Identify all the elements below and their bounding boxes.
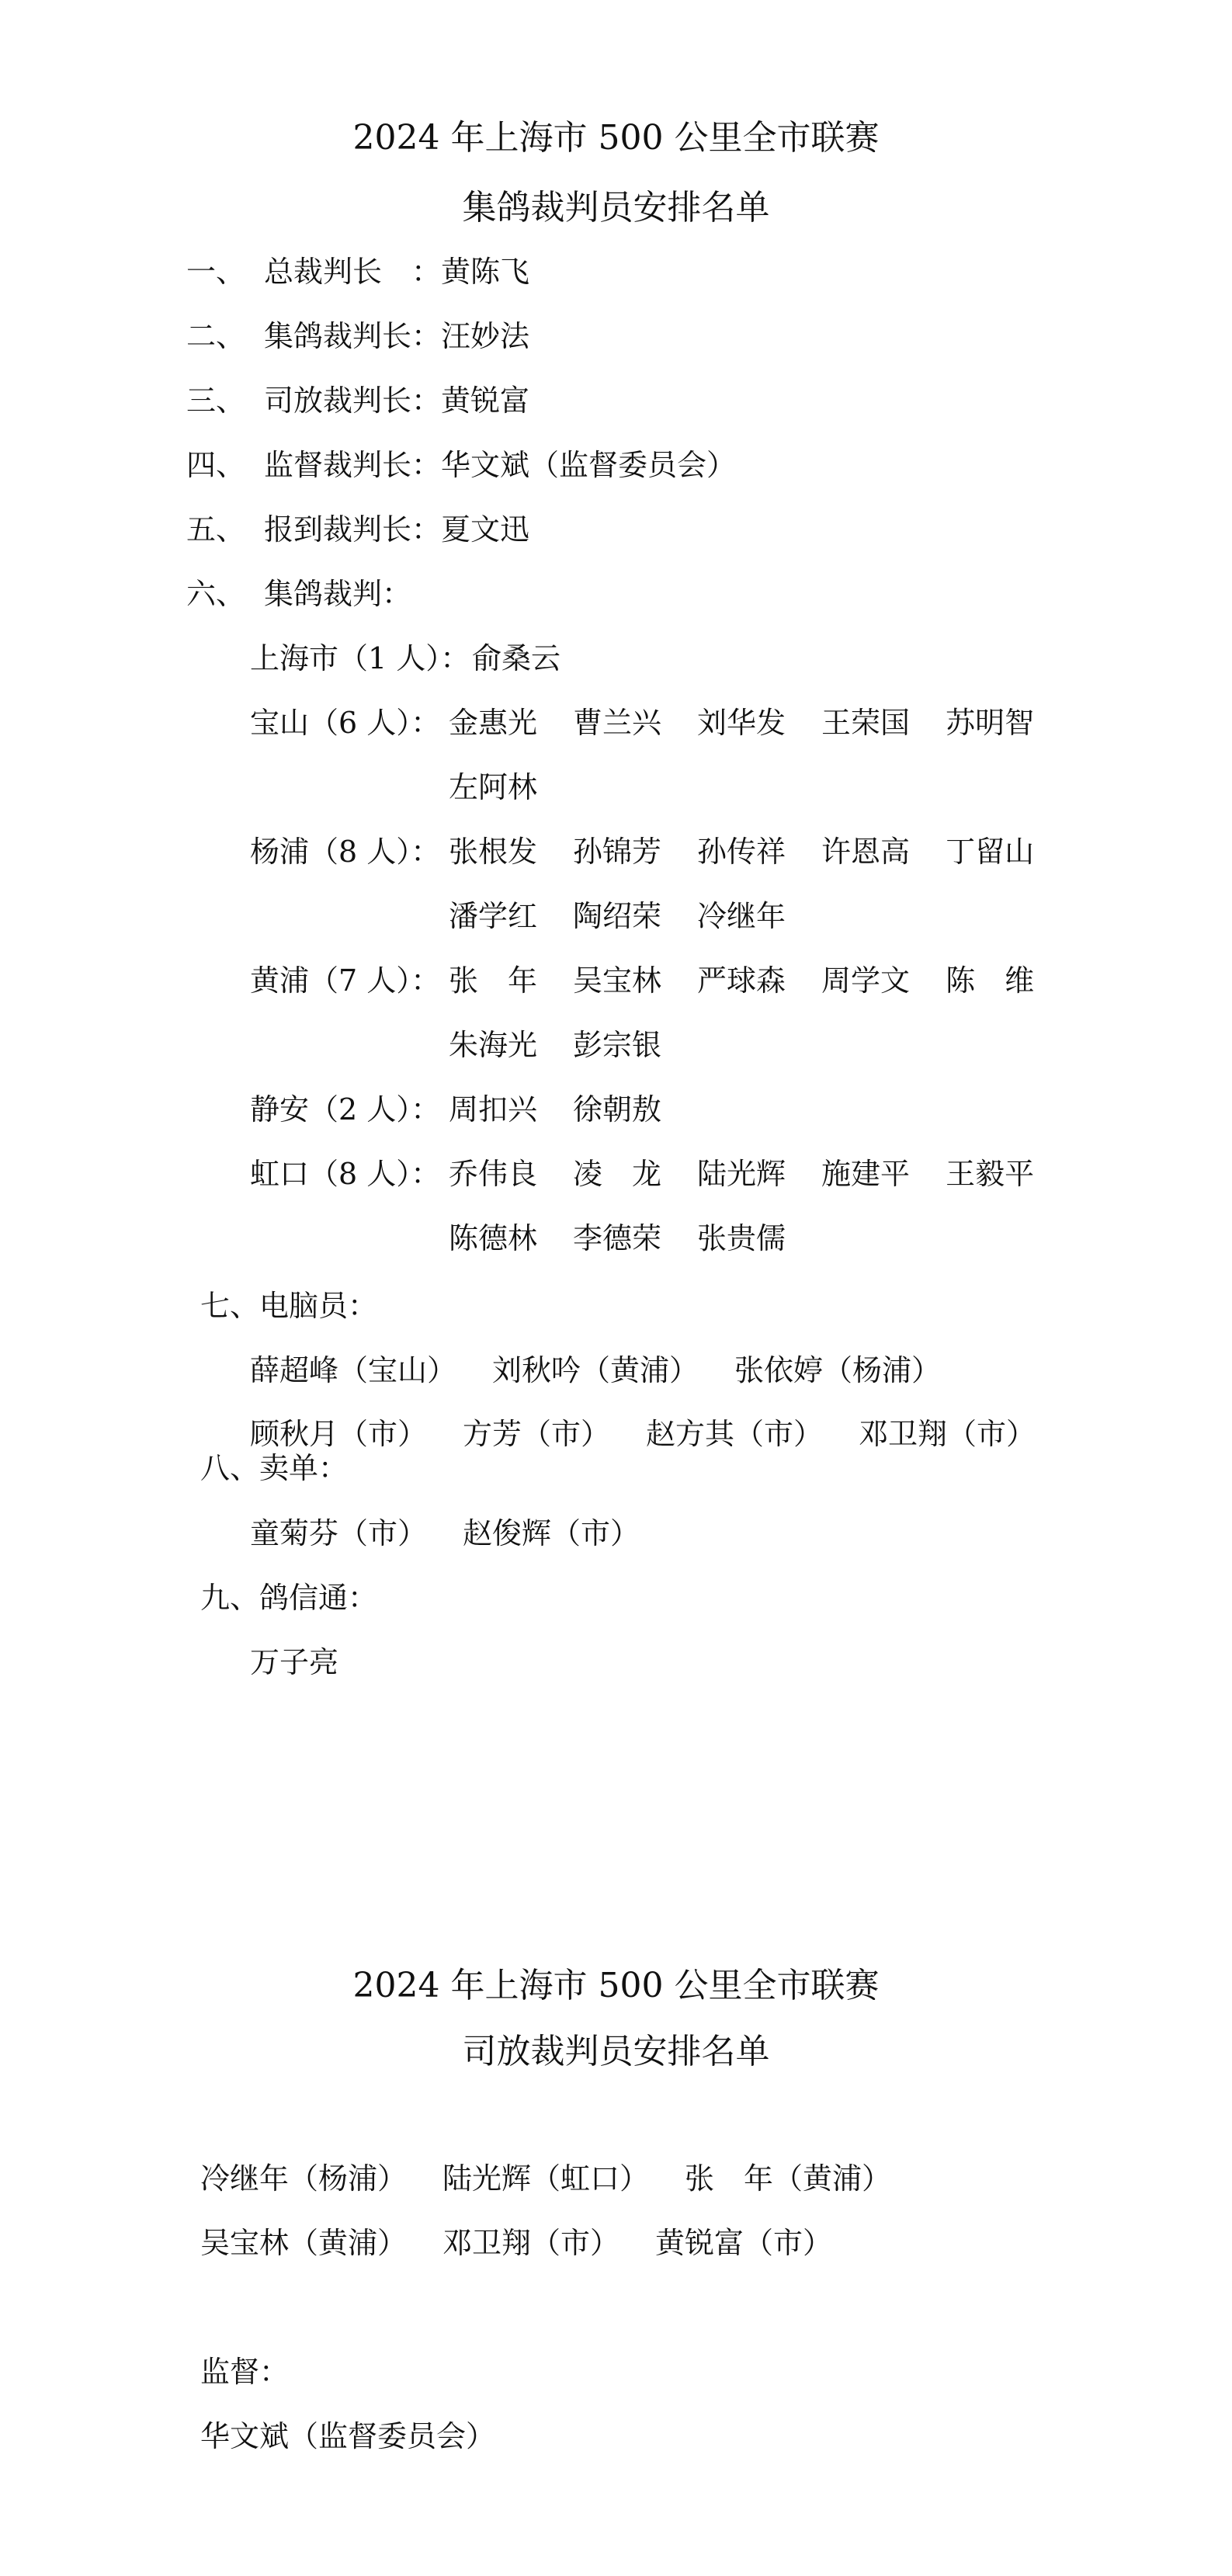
referee-name: 陶绍荣 [573,899,662,933]
referee-name: 周扣兴 [449,1092,538,1127]
role-label: 总裁判长 ： [264,255,442,289]
referee-name: 孙锦芳 [573,835,662,869]
group-label-hongkou: 虹口（8 人）： [250,1157,441,1191]
referee-name: 张根发 [449,835,538,869]
group-label-yangpu: 杨浦（8 人）： [250,835,441,869]
role-number: 二、 [186,319,246,353]
role-number: 六、 [186,577,246,611]
pigeon-row [250,1643,338,1682]
referee-name: 曹兰兴 [573,706,662,740]
role-label: 集鸽裁判： [264,577,412,611]
referee-name: 冷继年 [697,899,786,933]
staff-name: 刘秋吟（黄浦） [492,1353,699,1387]
referee-name: 陆光辉 [697,1157,786,1191]
referee-name: 王荣国 [821,706,911,740]
role-label: 司放裁判长： [264,384,442,418]
group-names-hongkou-2 [449,1219,786,1258]
release-row-2 [200,2224,832,2262]
referee-name: 金惠光 [449,706,538,740]
referee-name: 俞桑云 [472,641,561,675]
doc2-title-line2: 司放裁判员安排名单 [462,2032,770,2071]
group-names-yangpu-1 [449,832,1034,871]
referee-name: 左阿林 [449,770,538,804]
doc1-title-line1: 2024 年上海市 500 公里全市联赛 [352,118,880,158]
referee-name: 施建平 [821,1157,911,1191]
group-label-baoshan: 宝山（6 人）： [250,706,441,740]
referee-name: 王毅平 [946,1157,1035,1191]
section-heading-sales: 八、卖单： [200,1451,349,1485]
referee-name: 吴宝林（黄浦） [200,2226,408,2260]
group-names-huangpu-1 [449,961,1034,1000]
referee-name: 刘华发 [697,706,786,740]
release-row-1 [200,2159,891,2198]
group-names-baoshan-2 [449,768,537,807]
referee-name: 乔伟良 [449,1157,538,1191]
group-label-jingan: 静安（2 人）： [250,1092,441,1127]
role-label: 监督裁判长： [264,448,442,482]
role-label: 报到裁判长： [264,512,442,547]
role-line-5 [186,510,529,549]
referee-name: 张 年（黄浦） [685,2161,892,2196]
staff-name: 顾秋月（市） [250,1417,428,1451]
computer-row-1 [250,1351,941,1390]
referee-name: 徐朝敖 [573,1092,662,1127]
referee-name: 丁留山 [946,835,1035,869]
section-heading-computer: 七、电脑员： [200,1289,378,1323]
referee-name: 许恩高 [821,835,911,869]
section-heading-pigeon: 九、鸽信通： [200,1581,378,1615]
referee-name: 陈德林 [449,1221,538,1255]
referee-name: 冷继年（杨浦） [200,2161,408,2196]
referee-name: 严球森 [697,963,786,998]
role-value: 华文斌（监督委员会） [441,448,737,482]
role-number: 五、 [186,512,246,547]
role-number: 四、 [186,448,246,482]
group-names-shanghai [472,639,560,678]
staff-name: 赵方其（市） [646,1417,824,1451]
referee-name: 黄锐富（市） [655,2226,833,2260]
referee-name: 潘学红 [449,899,538,933]
supervisor-value: 华文斌（监督委员会） [200,2419,496,2453]
role-label: 集鸽裁判长： [264,319,442,353]
role-line-3 [186,381,529,420]
referee-name: 朱海光 [449,1028,538,1062]
role-number: 三、 [186,384,246,418]
group-label-shanghai: 上海市（1 人）： [250,641,470,675]
doc1-title-line2: 集鸽裁判员安排名单 [462,188,770,227]
group-names-huangpu-2 [449,1026,661,1064]
role-line-6 [186,575,411,613]
group-names-baoshan-1 [449,703,1034,742]
staff-name: 薛超峰（宝山） [250,1353,457,1387]
group-label-huangpu: 黄浦（7 人）： [250,963,441,998]
referee-name: 张 年 [449,963,538,998]
staff-name: 邓卫翔（市） [859,1417,1036,1451]
referee-name: 陈 维 [946,963,1035,998]
referee-name: 陆光辉（虹口） [442,2161,650,2196]
staff-name: 童菊芬（市） [250,1516,428,1550]
group-names-jingan [449,1090,661,1129]
referee-name: 周学文 [821,963,911,998]
role-value: 夏文迅 [441,512,530,547]
staff-name: 赵俊辉（市） [463,1516,640,1550]
role-value: 汪妙法 [441,319,530,353]
staff-name: 张依婷（杨浦） [734,1353,942,1387]
group-names-yangpu-2 [449,897,786,936]
referee-name: 张贵儒 [697,1221,786,1255]
referee-name: 苏明智 [946,706,1035,740]
referee-name: 李德荣 [573,1221,662,1255]
role-line-2 [186,317,529,356]
role-line-4 [186,446,736,484]
staff-name: 方芳（市） [463,1417,611,1451]
referee-name: 吴宝林 [573,963,662,998]
referee-name: 彭宗银 [573,1028,662,1062]
role-value: 黄陈飞 [441,255,530,289]
computer-row-2 [250,1415,1036,1453]
referee-name: 邓卫翔（市） [442,2226,620,2260]
sales-row [250,1514,640,1553]
staff-name: 万子亮 [250,1645,339,1679]
group-names-hongkou-1 [449,1154,1034,1193]
role-value: 黄锐富 [441,384,530,418]
role-number: 一、 [186,255,246,289]
referee-name: 孙传祥 [697,835,786,869]
supervisor-heading: 监督： [200,2355,290,2389]
doc2-title-line1: 2024 年上海市 500 公里全市联赛 [352,1966,880,2005]
role-line-1 [186,252,529,291]
referee-name: 凌 龙 [573,1157,662,1191]
